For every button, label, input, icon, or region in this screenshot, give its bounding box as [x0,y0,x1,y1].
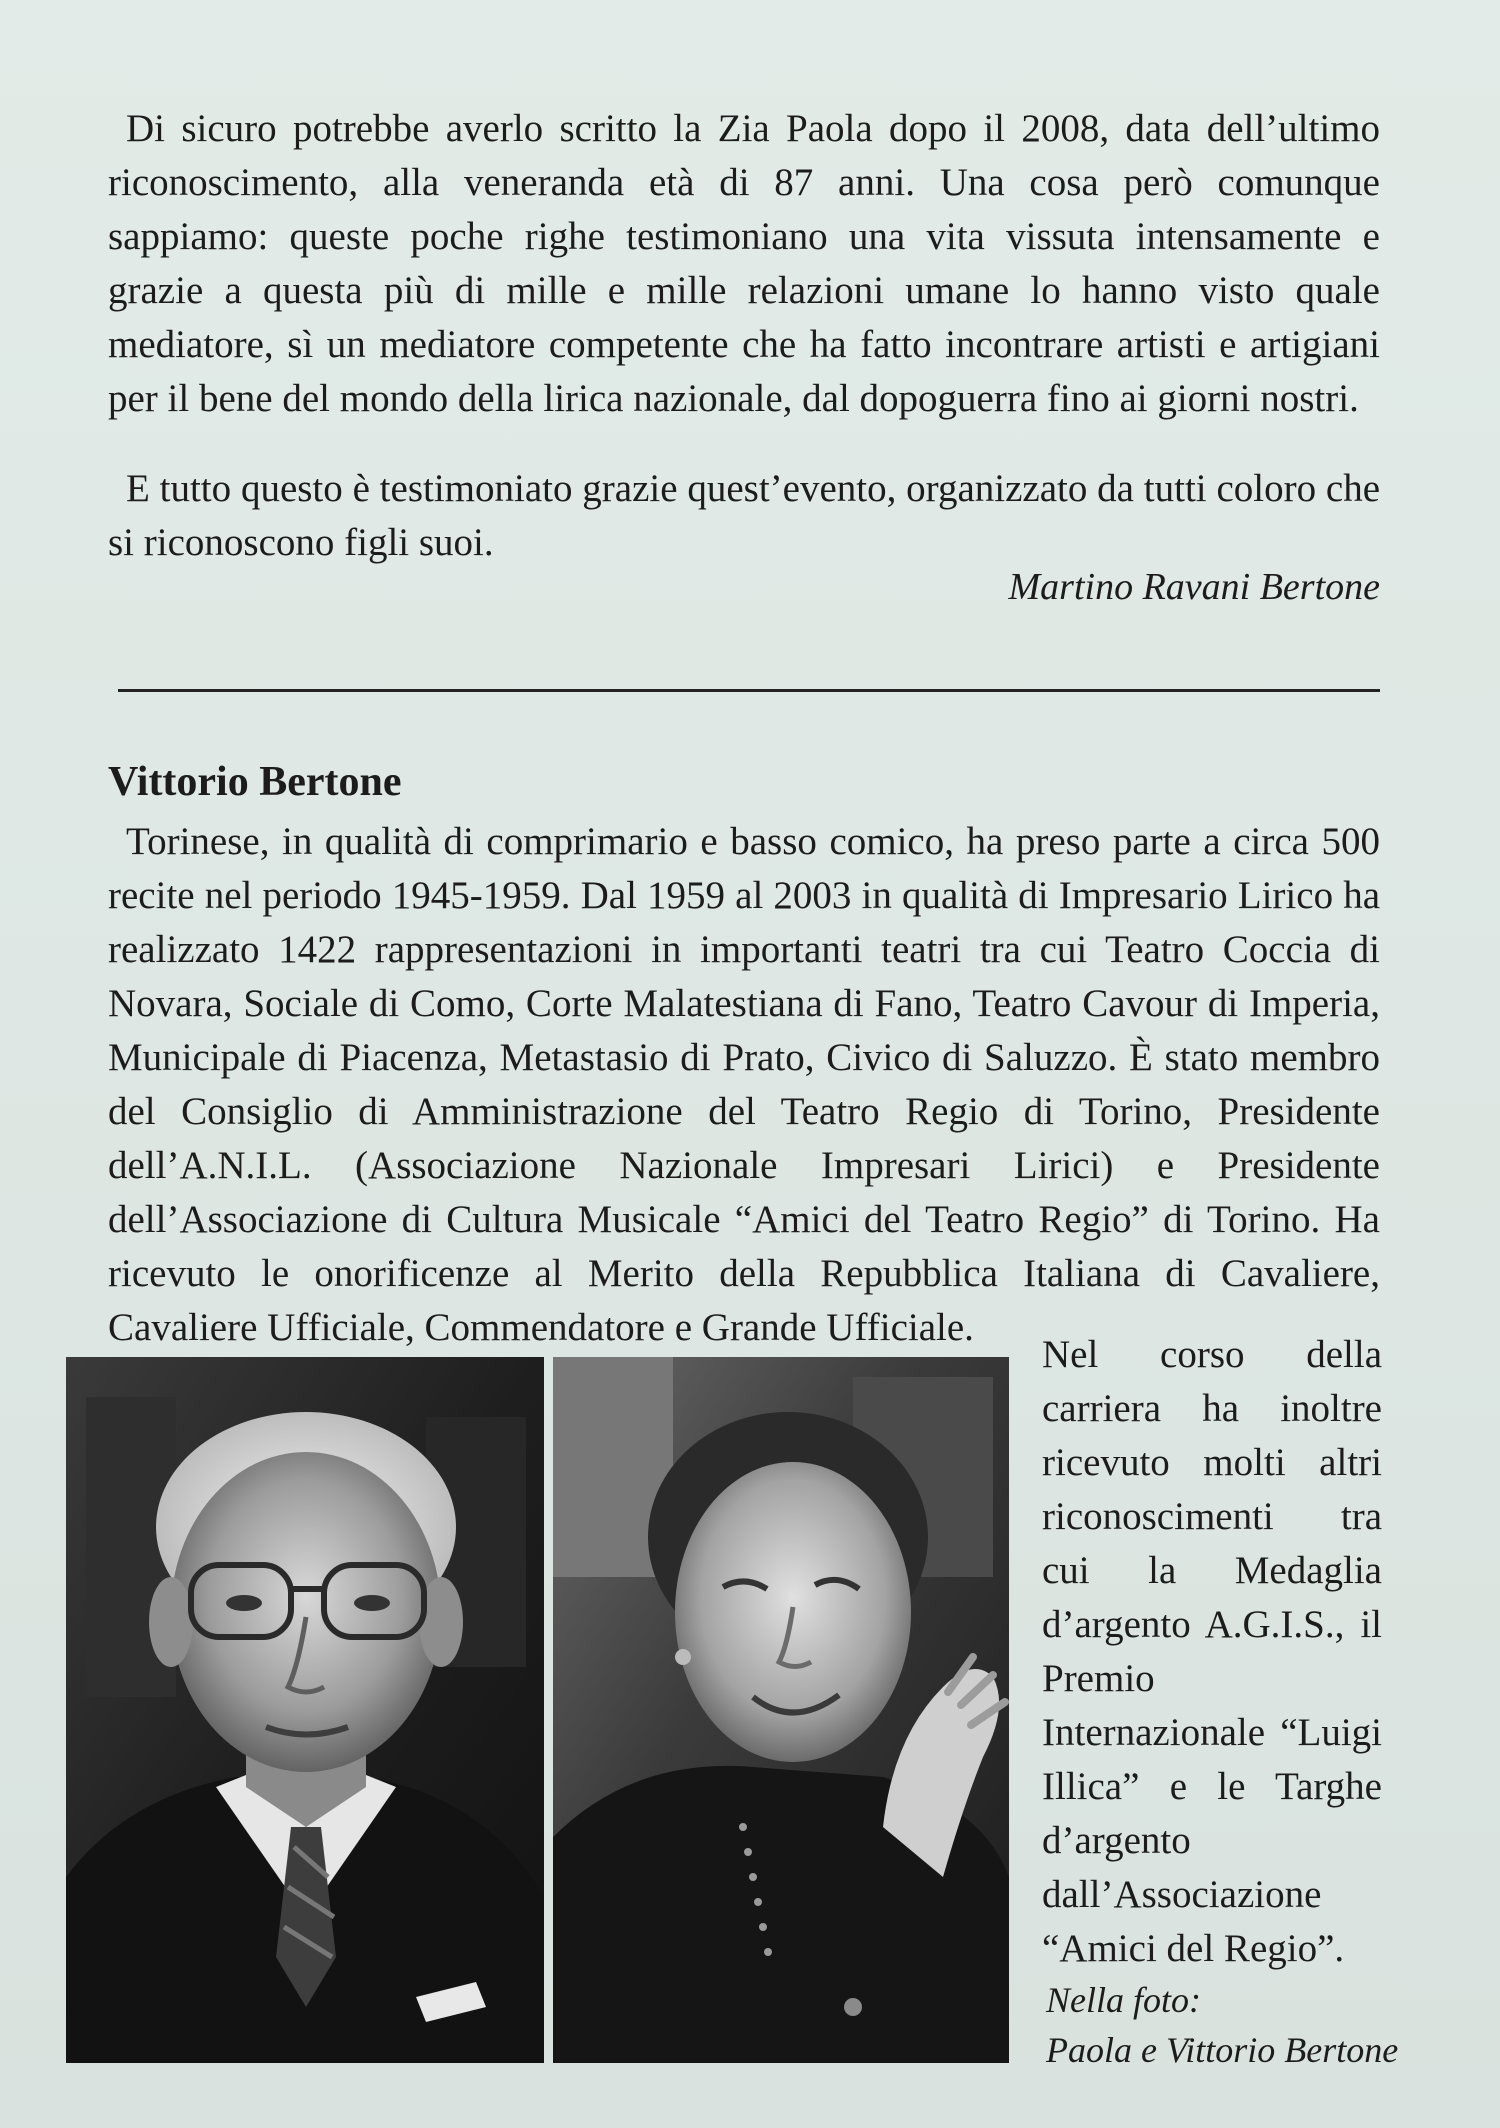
section-title: Vittorio Bertone [108,759,402,805]
intro-closing-paragraph: E tutto questo è testimoniato grazie quest’evento, organizzato da tutti coloro che si riconoscono figli suoi. [108,467,1380,564]
photo-vittorio-bertone [66,1357,544,2063]
intro-paragraph: Di sicuro potrebbe averlo scritto la Zia Paola dopo il 2008, data dell’ultimo riconoscimento, alla veneranda età di 87 anni. Una cosa però comunque sappiamo: queste poche righe testimoniano una vita vissuta intensamente e grazie a questa più di mille e mille relazioni umane lo hanno visto quale mediatore, sì un mediatore competente che ha fatto incontrare artisti e artigiani per il bene del mondo della lirica nazionale, dal dopoguerra fino ai giorni nostri. [108,107,1380,420]
caption-label: Nella foto: [1046,1980,1201,2020]
side-paragraph: Nel corso della carriera ha inoltre ricevuto molti altri riconoscimenti tra cui la Medaglia d’argento A.G.I.S., il Premio Internazionale “Luigi Illica” e le Targhe d’argento dall’Associazione “Amici del Regio”. [1042,1333,1382,1970]
author-signature: Martino Ravani Bertone [1008,566,1380,608]
photo-paola-bertone [553,1357,1009,2063]
portrait-woman-image [553,1357,1009,2063]
portrait-man-image [66,1357,544,2063]
biography-paragraph: Torinese, in qualità di comprimario e basso comico, ha preso parte a circa 500 recite nel periodo 1945-1959. Dal 1959 al 2003 in qualità di Impresario Lirico ha realizzato 1422 rappresentazioni in importanti teatri tra cui Teatro Coccia di Novara, Sociale di Como, Corte Malatestiana di Fano, Teatro Cavour di Imperia, Municipale di Piacenza, Metastasio di Prato, Civico di Saluzzo. È stato membro del Consiglio di Amministrazione del Teatro Regio di Torino, Presidente dell’A.N.I.L. (Associazione Nazionale Impresari Lirici) e Presidente dell’Associazione di Cultura Musicale “Amici del Teatro Regio” di Torino. Ha ricevuto le onorificenze al Merito della Repubblica Italiana di Cavaliere, Cavaliere Ufficiale, Commendatore e Grande Ufficiale. [108,820,1380,1349]
caption-names: Paola e Vittorio Bertone [1046,2030,1399,2070]
photo-caption [1046,1975,1398,2075]
section-divider [118,689,1380,692]
